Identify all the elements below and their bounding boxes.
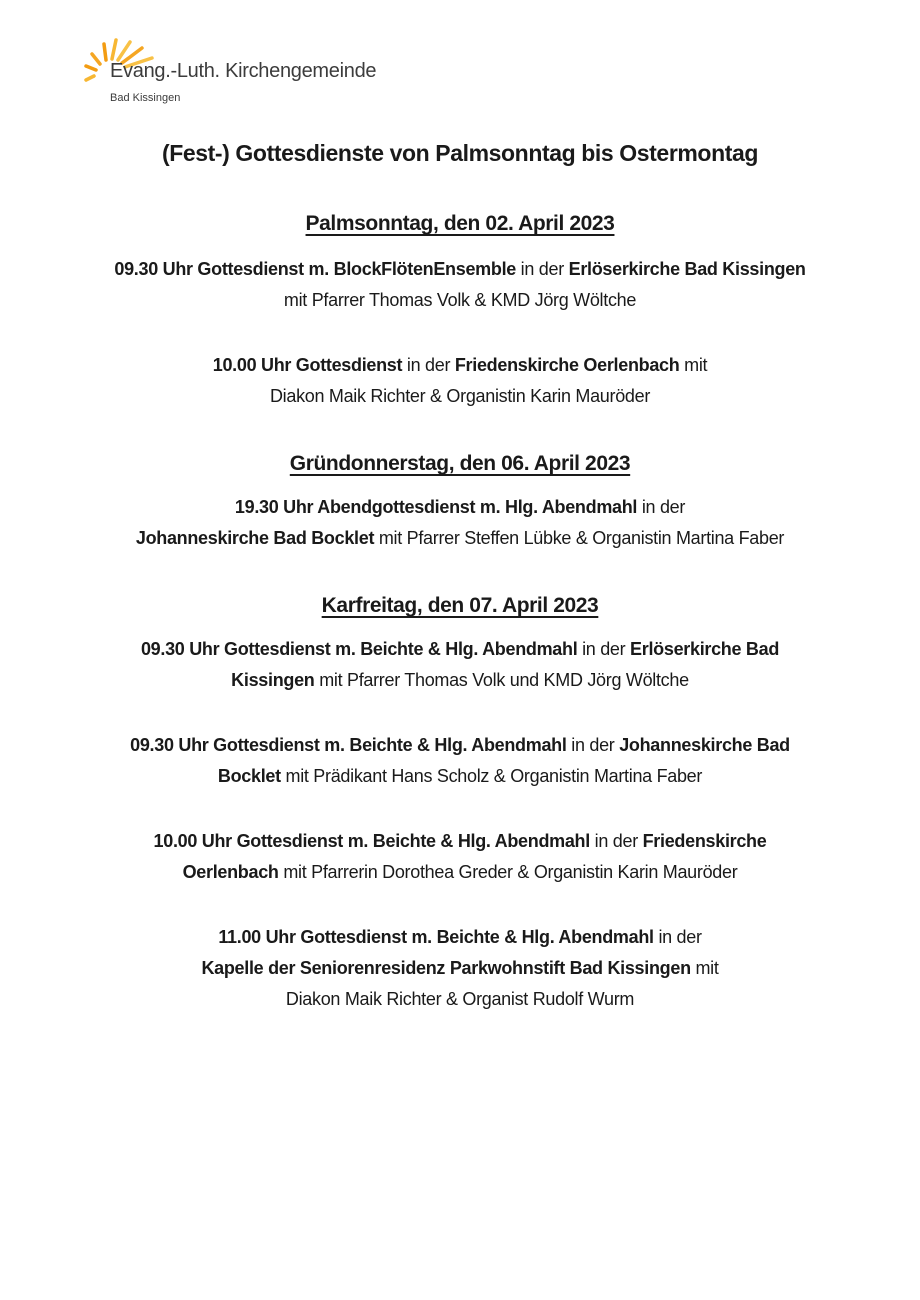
service-church: Kapelle der Seniorenresidenz Parkwohnstift Bad Kissingen: [201, 958, 691, 978]
service-officiants: mit Prädikant Hans Scholz & Organistin Martina Faber: [280, 766, 703, 786]
service-line: [60, 922, 860, 953]
service-officiants: mit Pfarrerin Dorothea Greder & Organistin Karin Mauröder: [278, 862, 738, 882]
service-church: Oerlenbach: [182, 862, 279, 882]
service-officiants: mit Pfarrer Thomas Volk und KMD Jörg Wöltche: [314, 670, 689, 690]
service-time-type: 09.30 Uhr Gottesdienst m. BlockFlötenEnsemble: [114, 259, 516, 279]
service-line: [60, 254, 860, 285]
service-church: Friedenskirche Oerlenbach: [454, 355, 680, 375]
service-line: [60, 984, 860, 1015]
logo-location: Bad Kissingen: [110, 92, 181, 104]
service-line: [60, 285, 860, 316]
service-text: mit: [690, 958, 719, 978]
day-heading-gruendonnerstag: Gründonnerstag, den 06. April 2023: [289, 452, 631, 475]
day-heading-palmsonntag: Palmsonntag, den 02. April 2023: [305, 212, 615, 235]
service-text: in der: [577, 639, 631, 659]
service-line: [60, 730, 860, 761]
service-line: [60, 381, 860, 412]
service-time-type: 19.30 Uhr Abendgottesdienst m. Hlg. Abendmahl: [234, 497, 638, 517]
service-church: Bocklet: [217, 766, 281, 786]
service-church: Erlöserkirche Bad Kissingen: [568, 259, 806, 279]
service-entry: [60, 350, 860, 412]
service-entry: [60, 826, 860, 888]
service-officiants: mit Pfarrer Steffen Lübke & Organistin Martina Faber: [374, 528, 785, 548]
service-church: Johanneskirche Bad Bocklet: [135, 528, 375, 548]
service-line: [60, 665, 860, 696]
service-line: [60, 953, 860, 984]
service-line: [60, 492, 860, 523]
service-time-type: 09.30 Uhr Gottesdienst m. Beichte & Hlg. Abendmahl: [140, 639, 578, 659]
service-officiants: mit Pfarrer Thomas Volk & KMD Jörg Wöltche: [283, 290, 637, 310]
service-line: [60, 857, 860, 888]
service-line: [60, 634, 860, 665]
service-church: Erlöserkirche Bad: [630, 639, 780, 659]
service-church: Johanneskirche Bad: [619, 735, 790, 755]
service-entry: [60, 922, 860, 1015]
service-line: [60, 350, 860, 381]
service-entry: [60, 634, 860, 696]
service-officiants: Diakon Maik Richter & Organistin Karin Mauröder: [269, 386, 651, 406]
service-text: in der: [653, 927, 702, 947]
service-text: mit: [679, 355, 708, 375]
service-text: in der: [566, 735, 620, 755]
service-time-type: 11.00 Uhr Gottesdienst m. Beichte & Hlg. Abendmahl: [218, 927, 654, 947]
service-line: [60, 523, 860, 554]
service-officiants: Diakon Maik Richter & Organist Rudolf Wurm: [285, 989, 635, 1009]
service-time-type: 10.00 Uhr Gottesdienst m. Beichte & Hlg. Abendmahl: [153, 831, 590, 851]
service-church: Kissingen: [231, 670, 315, 690]
service-text: in der: [515, 259, 569, 279]
church-logo: [84, 36, 404, 116]
service-text: in der: [637, 497, 686, 517]
service-entry: [60, 254, 860, 316]
service-church: Friedenskirche: [642, 831, 767, 851]
service-time-type: 09.30 Uhr Gottesdienst m. Beichte & Hlg. Abendmahl: [130, 735, 567, 755]
service-text: in der: [589, 831, 643, 851]
service-text: in der: [402, 355, 455, 375]
document-title: (Fest-) Gottesdienste von Palmsonntag bis Ostermontag: [161, 140, 759, 166]
service-line: [60, 761, 860, 792]
service-time-type: 10.00 Uhr Gottesdienst: [212, 355, 403, 375]
day-heading-karfreitag: Karfreitag, den 07. April 2023: [321, 594, 599, 617]
service-entry: [60, 492, 860, 554]
logo-organization-name: Evang.-Luth. Kirchengemeinde: [110, 60, 377, 82]
service-entry: [60, 730, 860, 792]
service-line: [60, 826, 860, 857]
